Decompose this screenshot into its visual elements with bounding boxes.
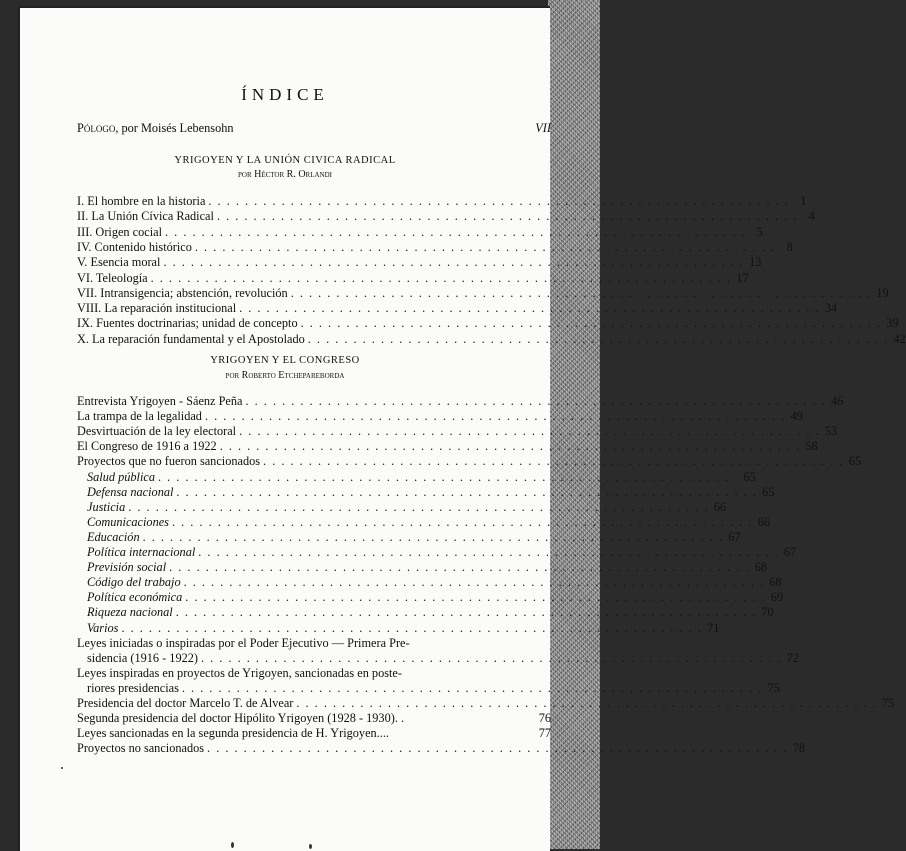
entry-title: Justicia xyxy=(87,499,126,514)
entry-title: Riqueza nacional xyxy=(87,605,173,620)
entry-title: X. La reparación fundamental y el Apostolado xyxy=(77,331,305,346)
toc-entry[interactable] xyxy=(77,711,551,726)
dot-leader: . . . . . . . . . . . . . . . . . . . . . . . . . . . . . . . . . . . . . . . . . . . . . . . . . . . . . . . . . . . . . . . . xyxy=(296,696,878,710)
dot-leader: . . . . . . . . . . . . . . . . . . . . . . . . . . . . . . . . . . . . . . . . . . . . . . . . . . . . . . . . . . . . . . . . xyxy=(194,239,776,254)
entry-title: Defensa nacional xyxy=(87,484,174,499)
entry-title: Política económica xyxy=(87,590,183,605)
entry-title: IX. Fuentes doctrinarias; unidad de concepto xyxy=(77,316,298,331)
entry-title: VII. Intransigencia; abstención, revolución xyxy=(77,285,288,300)
entry-page: 19 xyxy=(876,285,889,300)
entry-page: 75 xyxy=(882,696,895,710)
entry-page: 77 xyxy=(538,726,551,741)
dot-leader: . . . . . . . . . . . . . . . . . . . . . . . . . . . . . . . . . . . . . . . . . . . . . . . . . . . . . . . . . . . . . . . . xyxy=(176,484,758,499)
toc-entry[interactable] xyxy=(77,696,895,711)
toc-entry[interactable] xyxy=(77,209,815,224)
entry-title: Varios xyxy=(87,620,119,635)
entry-page: 42 xyxy=(893,331,906,346)
entry-page: 1 xyxy=(800,194,807,208)
toc-entry[interactable] xyxy=(77,316,899,331)
entry-page: 70 xyxy=(761,605,774,620)
book-page xyxy=(18,6,906,851)
dot-leader: . . . . . . . . . . . . . . . . . . . . . . . . . . . . . . . . . . . . . . . . . . . . . . . . . . . . . . . . . . . . . . . . xyxy=(207,741,788,756)
dot-leader: . . . . . . . . . . . . . . . . . . . . . . . . . . . . . . . . . . . . . . . . . . . . . . . . . . . . . . . . . . . . . . . . xyxy=(169,560,751,575)
entry-title: III. Origen cocial xyxy=(77,224,163,239)
dot-leader: . . . . . . . . . . . . . . . . . . . . . . . . . . . . . . . . . . . . . . . . . . . . . . . . . . . . . . . . . . . . . . . . xyxy=(200,650,782,665)
toc-entry[interactable] xyxy=(87,620,720,636)
toc-entry[interactable] xyxy=(87,545,797,560)
toc-entry[interactable] xyxy=(87,605,774,620)
toc-entry[interactable] xyxy=(77,394,844,409)
entry-page: 75 xyxy=(767,680,780,695)
entry-title: Proyectos no sancionados xyxy=(77,741,205,756)
entry-title: VI. Teleología xyxy=(77,270,148,285)
prologue-entry[interactable] xyxy=(77,121,551,136)
entry-title: Leyes sancionadas en la segunda presidencia de H. Yrigoyen.... xyxy=(77,726,389,741)
dot-leader: . . . . . . . . . . . . . . . . . . . . . . . . . . . . . . . . . . . . . . . . . . . . . . . . . . . . . . . . . . . . . . . . xyxy=(263,454,844,469)
toc-entry[interactable] xyxy=(87,484,775,500)
toc-entry[interactable] xyxy=(87,590,784,605)
entry-title: I. El hombre en la historia xyxy=(77,194,206,208)
dot-leader: . . . . . . . . . . . . . . . . . . . . . . . . . . . . . . . . . . . . . . . . . . . . . . . . . . . . . . . . . . . . . . . . xyxy=(198,545,780,559)
dot-leader: . . . . . . . . . . . . . . . . . . . . . . . . . . . . . . . . . . . . . . . . . . . . . . . . . . . . . . . . . . . . . . . . xyxy=(163,255,745,270)
section-2-author: por Roberto Etchepareborda xyxy=(225,370,345,381)
toc-entry-line2[interactable] xyxy=(87,650,799,666)
entry-title: riores presidencias xyxy=(87,680,179,695)
dot-leader: . . . . . . . . . . . . . . . . . . . . . . . . . . . . . . . . . . . . . . . . . . . . . . . . . . . . . . . . . . . . . . . . xyxy=(216,209,798,224)
entry-page: 69 xyxy=(770,590,784,605)
entry-title: La trampa de la legalidad xyxy=(77,409,202,424)
entry-title: Salud pública xyxy=(87,469,155,484)
dot-leader: . . . . . . . . . . . . . . . . . . . . . . . . . . . . . . . . . . . . . . . . . . . . . . . . . . . . . . . . . . . . . . . . xyxy=(239,424,821,439)
entry-page: 68 xyxy=(754,560,768,575)
toc-entry[interactable] xyxy=(77,194,807,209)
dot-leader: . . . . . . . . . . . . . . . . . . . . . . . . . . . . . . . . . . . . . . . . . . . . . . . . . . . . . . . . . . . . . . . . xyxy=(165,224,746,239)
toc-entry[interactable] xyxy=(87,469,756,485)
entry-page: 13 xyxy=(749,255,762,270)
entry-page: 67 xyxy=(783,545,797,559)
dot-leader: . . . . . . . . . . . . . . . . . . . . . . . . . . . . . . . . . . . . . . . . . . . . . . . . . . . . . . . . . . . . . . . . xyxy=(128,499,710,514)
toc-entry[interactable] xyxy=(87,575,782,590)
entry-title: Educación xyxy=(87,529,140,544)
dot-leader: . . . . . . . . . . . . . . . . . . . . . . . . . . . . . . . . . . . . . . . . . . . . . . . . . . . . . . . . . . . . . . . . xyxy=(171,514,753,529)
entry-page: 66 xyxy=(757,514,770,529)
dot-leader: . . . . . . . . . . . . . . . . . . . . . . . . . . . . . . . . . . . . . . . . . . . . . . . . . . . . . . . . . . . . . . . . xyxy=(219,439,801,454)
dot-leader: . . . . . . . . . . . . . . . . . . . . . . . . . . . . . . . . . . . . . . . . . . . . . . . . . . . . . . . . . . . . . . . . xyxy=(307,331,889,346)
entry-title: Comunicaciones xyxy=(87,514,169,529)
toc-entry[interactable] xyxy=(77,331,906,347)
entry-page: 65 xyxy=(848,454,861,469)
dot-leader: . . . . . . . . . . . . . . . . . . . . . . . . . . . . . . . . . . . . . . . . . . . . . . . . . . . . . . . . . . . . . . . . xyxy=(300,316,882,331)
entry-page: 78 xyxy=(792,741,805,756)
entry-title: II. La Unión Cívica Radical xyxy=(77,209,214,224)
toc-entry[interactable] xyxy=(77,270,749,286)
entry-title: El Congreso de 1916 a 1922 xyxy=(77,439,217,454)
entry-title: IV. Contenido histórico xyxy=(77,239,192,254)
entry-page: 17 xyxy=(736,270,749,285)
toc-entry[interactable] xyxy=(87,499,727,515)
dot-leader: . . . . . . . . . . . . . . . . . . . . . . . . . . . . . . . . . . . . . . . . . . . . . . . . . . . . . . . . . . . . . . . . xyxy=(157,469,739,484)
section-2-title: YRIGOYEN Y EL CONGRESO xyxy=(210,355,360,366)
toc-entry-line1[interactable]: Leyes inspiradas en proyectos de Yrigoyen, sancionadas en poste- xyxy=(77,665,402,680)
entry-title: VIII. La reparación institucional xyxy=(77,301,237,316)
dot-leader: . . . . . . . . . . . . . . . . . . . . . . . . . . . . . . . . . . . . . . . . . . . . . . . . . . . . . . . . . . . . . . . . xyxy=(290,285,872,300)
entry-page: 34 xyxy=(824,301,838,316)
entry-title: Segunda presidencia del doctor Hipólito Yrigoyen (1928 - 1930). . xyxy=(77,711,405,726)
dot-leader: . . . . . . . . . . . . . . . . . . . . . . . . . . . . . . . . . . . . . . . . . . . . . . . . . . . . . . . . . . . . . . . . xyxy=(142,529,724,544)
toc-entry[interactable] xyxy=(87,514,770,530)
toc-entry-line1[interactable]: Leyes iniciadas o inspiradas por el Poder Ejecutivo — Primera Pre- xyxy=(77,635,410,650)
entry-page: 46 xyxy=(831,394,844,408)
entry-page: 8 xyxy=(786,239,793,254)
entry-page: 65 xyxy=(762,484,775,499)
prologue-text: Pólogo, por Moisés Lebensohn xyxy=(77,121,234,135)
dot-leader: . . . . . . . . . . . . . . . . . . . . . . . . . . . . . . . . . . . . . . . . . . . . . . . . . . . . . . . . . . . . . . . . xyxy=(150,270,732,285)
toc-entry[interactable] xyxy=(77,439,818,454)
entry-page: 76 xyxy=(538,711,551,726)
dot-leader: . . . . . . . . . . . . . . . . . . . . . . . . . . . . . . . . . . . . . . . . . . . . . . . . . . . . . . . . . . . . . . . . xyxy=(239,301,821,316)
entry-title: Presidencia del doctor Marcelo T. de Alvear xyxy=(77,696,294,710)
entry-page: 66 xyxy=(713,499,727,514)
entry-page: 5 xyxy=(756,224,763,239)
entry-page: 4 xyxy=(808,209,815,224)
scan-speck xyxy=(61,767,63,769)
entry-title: Proyectos que no fueron sancionados xyxy=(77,454,261,469)
toc-entry[interactable] xyxy=(77,726,551,741)
toc-entry[interactable] xyxy=(77,409,803,424)
section-1-author: por Héctor R. Orlandi xyxy=(238,169,332,180)
entry-page: 58 xyxy=(805,439,818,454)
toc-entry[interactable] xyxy=(77,285,889,301)
scan-speck xyxy=(309,844,312,849)
entry-title: Desvirtuación de la ley electoral xyxy=(77,424,237,439)
prologue-page: VII xyxy=(535,121,551,135)
dot-leader: . . . . . . . . . . . . . . . . . . . . . . . . . . . . . . . . . . . . . . . . . . . . . . . . . . . . . . . . . . . . . . . . xyxy=(185,590,767,605)
dot-leader: . . . . . . . . . . . . . . . . . . . . . . . . . . . . . . . . . . . . . . . . . . . . . . . . . . . . . . . . . . . . . . . . xyxy=(204,409,786,424)
section-1-title: YRIGOYEN Y LA UNIÓN CIVICA RADICAL xyxy=(174,155,396,166)
dot-leader: . . . . . . . . . . . . . . . . . . . . . . . . . . . . . . . . . . . . . . . . . . . . . . . . . . . . . . . . . . . . . . . . xyxy=(121,620,703,635)
entry-page: 53 xyxy=(824,424,838,439)
entry-title: Política internacional xyxy=(87,545,196,559)
toc-entry-line2[interactable] xyxy=(87,680,780,696)
dot-leader: . . . . . . . . . . . . . . . . . . . . . . . . . . . . . . . . . . . . . . . . . . . . . . . . . . . . . . . . . . . . . . . . xyxy=(245,394,827,408)
dot-leader: . . . . . . . . . . . . . . . . . . . . . . . . . . . . . . . . . . . . . . . . . . . . . . . . . . . . . . . . . . . . . . . . xyxy=(181,680,763,695)
toc-entry[interactable] xyxy=(87,560,768,575)
entry-title: V. Esencia moral xyxy=(77,255,161,270)
dot-leader: . . . . . . . . . . . . . . . . . . . . . . . . . . . . . . . . . . . . . . . . . . . . . . . . . . . . . . . . . . . . . . . . xyxy=(208,194,790,208)
toc-entry[interactable] xyxy=(77,255,762,270)
dot-leader: . . . . . . . . . . . . . . . . . . . . . . . . . . . . . . . . . . . . . . . . . . . . . . . . . . . . . . . . . . . . . . . . xyxy=(183,575,765,590)
entry-page: 71 xyxy=(707,620,720,635)
entry-title: Código del trabajo xyxy=(87,575,181,590)
toc-entry[interactable] xyxy=(77,239,793,255)
toc-entry[interactable] xyxy=(87,529,741,545)
entry-page: 68 xyxy=(769,575,782,590)
entry-title: sidencia (1916 - 1922) xyxy=(87,650,198,665)
entry-page: 49 xyxy=(790,409,803,424)
entry-title: Entrevista Yrigoyen - Sáenz Peña xyxy=(77,394,243,408)
dot-leader: . . . . . . . . . . . . . . . . . . . . . . . . . . . . . . . . . . . . . . . . . . . . . . . . . . . . . . . . . . . . . . . . xyxy=(175,605,757,620)
entry-page: 39 xyxy=(886,316,899,331)
entry-page: 67 xyxy=(728,529,741,544)
toc-entry[interactable] xyxy=(77,741,805,756)
index-heading: ÍNDICE xyxy=(241,85,329,104)
toc-entry[interactable] xyxy=(77,224,763,240)
toc-entry[interactable] xyxy=(77,454,861,469)
scan-speck xyxy=(231,842,234,848)
entry-page: 65 xyxy=(743,469,756,484)
toc-entry[interactable] xyxy=(77,424,838,439)
entry-page: 72 xyxy=(786,650,799,665)
entry-title: Previsión social xyxy=(87,560,167,575)
toc-entry[interactable] xyxy=(77,301,838,316)
